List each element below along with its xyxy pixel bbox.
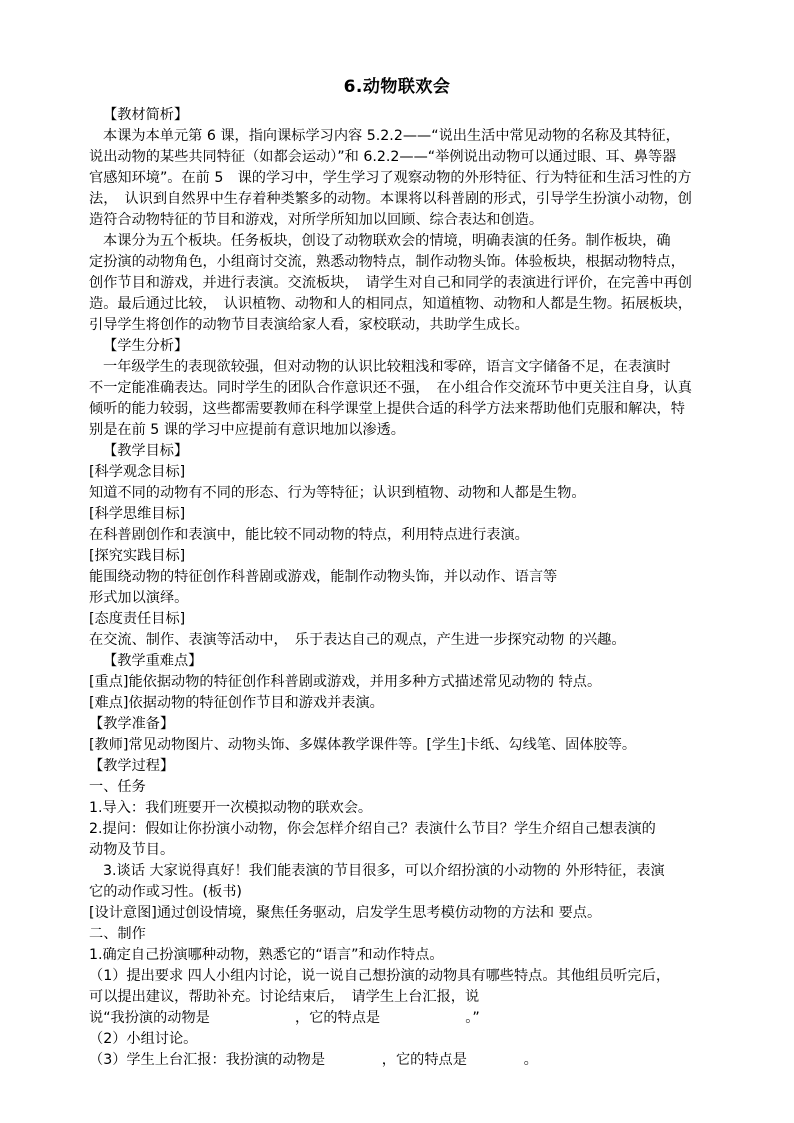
paragraph-line: 在交流、制作、表演等活动中， 乐于表达自己的观点，产生进一步探究动物 的兴趣。 (89, 632, 626, 648)
paragraph-line: （2）小组讨论。 (89, 1031, 198, 1047)
paragraph-line: [教师]常见动物图片、动物头饰、多媒体教学课件等。[学生]卡纸、勾线笔、固体胶等。 (89, 737, 637, 753)
paragraph-line: [设计意图]通过创设情境，聚焦任务驱动，启发学生思考模仿动物的方法和 要点。 (89, 905, 602, 921)
page-title: 6.动物联欢会 (343, 77, 451, 97)
subsection-label: [态度责任目标] (89, 611, 186, 627)
paragraph-line: 可以提出建议，帮助补充。讨论结束后， 请学生上台汇报，说 (89, 989, 480, 1005)
paragraph-line: 形式加以演绎。 (89, 590, 189, 606)
paragraph-line: 能围绕动物的特征创作科普剧或游戏，能制作动物头饰，并以动作、语言等 (89, 569, 558, 585)
step-heading: 一、任务 (89, 779, 146, 795)
paragraph-line: 官感知环境”。在前 5 课的学习中，学生学习了观察动物的外形特征、行为特征和生活习性的方 (89, 170, 692, 186)
paragraph-line: 定扮演的动物角色，小组商讨交流，熟悉动物特点，制作动物头饰。体验板块，根据动物特点， (89, 254, 685, 270)
paragraph-line: 倾听的能力较弱，这些都需要教师在科学课堂上提供合适的科学方法来帮助他们克服和解决，特 (89, 401, 685, 417)
paragraph-line: 它的动作或习性。(板书) (89, 884, 242, 900)
paragraph-line: 动物及节目。 (89, 842, 175, 858)
paragraph-line: 说出动物的某些共同特征（如都会运动）”和 6.2.2——“举例说出动物可以通过眼、耳、鼻等器 (89, 149, 677, 165)
paragraph-line: 1.确定自己扮演哪种动物，熟悉它的“语言”和动作特点。 (89, 947, 444, 963)
paragraph-line: 本课分为五个板块。任务板块，创设了动物联欢会的情境，明确表演的任务。制作板块，确 (103, 233, 671, 249)
section-heading: 【教材简析】 (103, 107, 189, 123)
paragraph-line: 造符合动物特征的节目和游戏，对所学所知加以回顾、综合表达和创造。 (89, 212, 544, 228)
paragraph-line: 一年级学生的表现欲较强，但对动物的认识比较粗浅和零碎，语言文字储备不足，在表演时 (103, 359, 671, 375)
paragraph-line: 不一定能准确表达。同时学生的团队合作意识还不强， 在小组合作交流环节中更关注自身，认真 (89, 380, 692, 396)
section-heading: 【教学重难点】 (103, 653, 203, 669)
paragraph-line: 法， 认识到自然界中生存着种类繁多的动物。本课将以科普剧的形式，引导学生扮演小动物，创 (89, 191, 692, 207)
paragraph-line: 本课为本单元第 6 课，指向课标学习内容 5.2.2——“说出生活中常见动物的名称及其特征， (103, 128, 680, 144)
paragraph-line: 3.谈话 大家说得真好！我们能表演的节目很多，可以介绍扮演的小动物的 外形特征，表演 (103, 863, 665, 879)
paragraph-line: 创作节目和游戏，并进行表演。交流板块， 请学生对自己和同学的表演进行评价，在完善中再创 (89, 275, 692, 291)
paragraph-line: 2.提问：假如让你扮演小动物，你会怎样介绍自己？表演什么节目？学生介绍自己想表演的 (89, 821, 656, 837)
paragraph-line: [难点]依据动物的特征创作节目和游戏并表演。 (89, 695, 384, 711)
subsection-label: [科学观念目标] (89, 464, 186, 480)
paragraph-line: [重点]能依据动物的特征创作科普剧或游戏，并用多种方式描述常见动物的 特点。 (89, 674, 602, 690)
subsection-label: [探究实践目标] (89, 548, 186, 564)
paragraph-line: 1.导入：我们班要开一次模拟动物的联欢会。 (89, 800, 373, 816)
paragraph-line: 引导学生将创作的动物节目表演给家人看，家校联动，共助学生成长。 (89, 317, 529, 333)
paragraph-line: （3）学生上台汇报：我扮演的动物是 ，它的特点是 。 (89, 1052, 538, 1068)
paragraph-line: 知道不同的动物有不同的形态、行为等特征；认识到植物、动物和人都是生物。 (89, 485, 586, 501)
section-heading: 【教学过程】 (89, 758, 175, 774)
section-heading: 【教学准备】 (89, 716, 175, 732)
paragraph-line: 在科普剧创作和表演中，能比较不同动物的特点，利用特点进行表演。 (89, 527, 529, 543)
paragraph-line: 造。最后通过比较， 认识植物、动物和人的相同点，知道植物、动物和人都是生物。拓展板块， (89, 296, 692, 312)
subsection-label: [科学思维目标] (89, 506, 186, 522)
step-heading: 二、制作 (89, 926, 146, 942)
section-heading: 【教学目标】 (103, 443, 189, 459)
paragraph-line: 说“我扮演的动物是 ，它的特点是 。” (89, 1010, 480, 1026)
paragraph-line: （1）提出要求 四人小组内讨论，说一说自己想扮演的动物具有哪些特点。其他组员听完后， (89, 968, 671, 984)
paragraph-line: 别是在前 5 课的学习中应提前有意识地加以渗透。 (89, 422, 405, 438)
section-heading: 【学生分析】 (103, 338, 189, 354)
